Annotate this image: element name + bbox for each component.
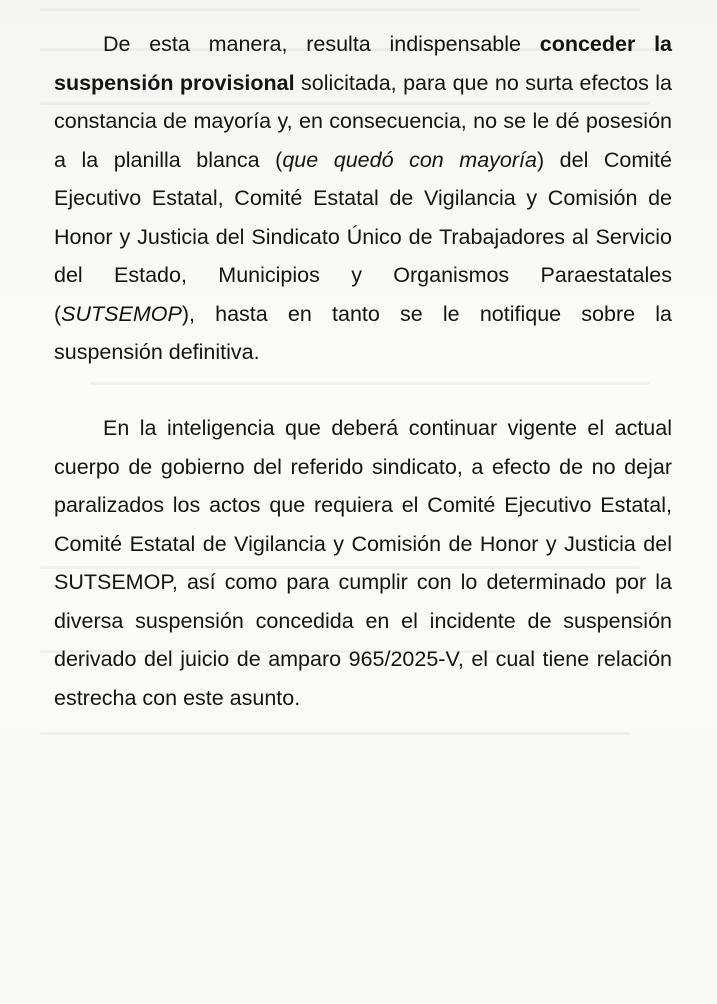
bleed-through-line — [90, 382, 650, 385]
paragraph-2-text — [54, 409, 672, 717]
paragraph-cuerpo-de-gobierno — [54, 409, 672, 717]
paragraph-1-italic-segment: SUTSEMOP — [61, 301, 182, 326]
paragraph-1-segment: ), hasta en tanto se le notifique sobre la suspensión definitiva. — [54, 301, 672, 364]
paragraph-1-text — [54, 25, 672, 372]
paragraph-1-segment: De esta manera, resulta indispensable — [103, 32, 540, 56]
paragraph-1-segment: solicitada, para que no surta efectos la constancia de mayoría y, en consecuencia, no se le dé posesión a la planilla blanca ( — [54, 70, 672, 172]
paragraph-1-segment: ) del Comité Ejecutivo Estatal, Comité Estatal de Vigilancia y Comisión de Honor y Justicia del Sindicato Único de Trabajadores al Servicio del Estado, Municipios y Organismos Paraestatales ( — [54, 147, 672, 326]
paragraph-1-bold-segment: conceder la suspensión provisional — [54, 32, 673, 95]
paragraph-1-italic-segment: que quedó con mayoría — [282, 147, 537, 172]
bleed-through-line — [40, 8, 640, 11]
paragraph-2-segment: En la inteligencia que deberá continuar vigente el actual cuerpo de gobierno del referido sindicato, a efecto de no dejar paralizados los actos que requiera el Comité Ejecutivo Estatal, Comité Estatal de Vigilancia y Comisión de Honor y Justicia del SUTSEMOP, así como para cumplir con lo determinado por la diversa suspensión concedida en el incidente de suspensión derivado del juicio de amparo 965/2025-V, el cual tiene relación estrecha con este asunto. — [54, 416, 672, 710]
paragraph-suspension-provisional — [54, 25, 672, 372]
bleed-through-line — [40, 732, 630, 735]
